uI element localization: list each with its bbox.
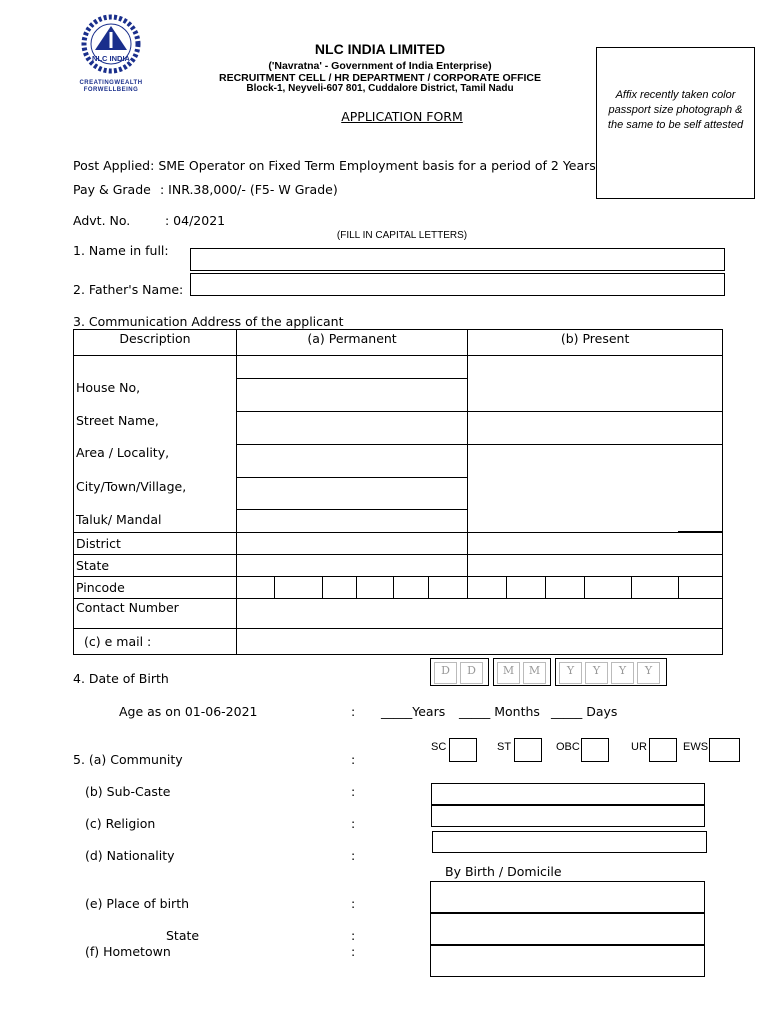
- by-birth-label: By Birth / Domicile: [445, 864, 562, 879]
- org-name: NLC INDIA LIMITED: [314, 41, 446, 57]
- option-sc-checkbox[interactable]: [449, 738, 477, 762]
- pincode-box[interactable]: [679, 577, 723, 599]
- photo-box-text: Affix recently taken color passport size photograph & the same to be self attested: [607, 89, 744, 131]
- hometown-colon: :: [351, 944, 356, 959]
- state-colon: :: [351, 928, 356, 943]
- logo-tagline-1: CREATINGWEALTH: [79, 80, 143, 86]
- pincode-box[interactable]: [237, 577, 275, 599]
- logo-name: NLC INDIA: [92, 54, 130, 63]
- community-colon: :: [351, 752, 356, 767]
- pincode-box[interactable]: [468, 577, 507, 599]
- age-months: _____ Months: [459, 704, 540, 719]
- permanent-address-cells[interactable]: [237, 356, 468, 533]
- address-label: 3. Communication Address of the applicant: [73, 314, 344, 329]
- nationality-label: (d) Nationality: [85, 848, 175, 863]
- row-pincode: Pincode: [74, 577, 237, 599]
- place-of-birth-colon: :: [351, 896, 356, 911]
- org-dept: RECRUITMENT CELL / HR DEPARTMENT / CORPORATE OFFICE: [219, 72, 541, 84]
- pincode-box[interactable]: [507, 577, 546, 599]
- permanent-state-input[interactable]: [237, 555, 468, 577]
- religion-label: (c) Religion: [85, 816, 156, 831]
- row-contact-number: Contact Number: [74, 599, 237, 629]
- pincode-box[interactable]: [429, 577, 468, 599]
- header-permanent: (a) Permanent: [237, 330, 468, 356]
- dob-placeholder: M: [523, 662, 546, 684]
- sub-caste-colon: :: [351, 784, 356, 799]
- photo-box: [596, 47, 755, 199]
- option-ews-label: EWS: [683, 741, 709, 753]
- age-label: Age as on 01-06-2021: [119, 704, 258, 719]
- row-street-name: Street Name,: [76, 413, 159, 428]
- pincode-box[interactable]: [585, 577, 632, 599]
- advt-label: Advt. No.: [73, 213, 131, 228]
- pincode-box[interactable]: [394, 577, 429, 599]
- dob-placeholder: Y: [637, 662, 660, 684]
- religion-input[interactable]: [431, 805, 705, 827]
- place-of-birth-label: (e) Place of birth: [85, 896, 190, 911]
- row-email: (c) e mail :: [74, 629, 237, 655]
- community-label: 5. (a) Community: [73, 752, 183, 767]
- hometown-input[interactable]: [430, 945, 705, 977]
- row-district: District: [74, 533, 237, 555]
- pincode-box[interactable]: [546, 577, 585, 599]
- sub-caste-input[interactable]: [431, 783, 705, 805]
- email-input[interactable]: [237, 629, 723, 655]
- dob-month-box[interactable]: [493, 658, 551, 686]
- dob-placeholder: D: [460, 662, 483, 684]
- pincode-box[interactable]: [323, 577, 357, 599]
- pay-value: : INR.38,000/- (F5- W Grade): [160, 182, 338, 197]
- name-input[interactable]: [190, 248, 725, 271]
- nationality-colon: :: [351, 848, 356, 863]
- row-taluk: Taluk/ Mandal: [76, 512, 162, 527]
- address-table: [73, 329, 723, 655]
- dob-placeholder: Y: [585, 662, 608, 684]
- row-house-no: House No,: [76, 380, 141, 395]
- row-area-locality: Area / Locality,: [76, 445, 170, 460]
- option-obc-label: OBC: [556, 741, 580, 753]
- dob-placeholder: M: [497, 662, 520, 684]
- age-days: _____ Days: [551, 704, 618, 719]
- post-label: Post Applied:: [73, 158, 155, 173]
- present-district-input[interactable]: [468, 533, 723, 555]
- father-name-input[interactable]: [190, 273, 725, 296]
- address-row-labels: [74, 356, 237, 533]
- contact-number-input[interactable]: [237, 599, 723, 629]
- option-ur-checkbox[interactable]: [649, 738, 677, 762]
- name-label: 1. Name in full:: [73, 243, 169, 258]
- dob-label: 4. Date of Birth: [73, 671, 169, 686]
- option-ews-checkbox[interactable]: [709, 738, 740, 762]
- post-applied: [73, 158, 596, 173]
- form-title: APPLICATION FORM: [341, 109, 463, 124]
- post-value: SME Operator on Fixed Term Employment basis for a period of 2 Years: [158, 158, 596, 173]
- org-subtitle: ('Navratna' - Government of India Enterprise): [268, 60, 492, 72]
- fill-note: (FILL IN CAPITAL LETTERS): [336, 230, 468, 241]
- dob-day-box[interactable]: [430, 658, 489, 686]
- row-city: City/Town/Village,: [76, 479, 187, 494]
- logo-tagline-2: FORWELLBEING: [83, 87, 139, 93]
- row-state: State: [74, 555, 237, 577]
- place-of-birth-input[interactable]: [430, 881, 705, 913]
- dob-placeholder: Y: [611, 662, 634, 684]
- religion-colon: :: [351, 816, 356, 831]
- option-obc-checkbox[interactable]: [581, 738, 609, 762]
- option-st-checkbox[interactable]: [514, 738, 542, 762]
- present-address-cells[interactable]: [468, 356, 723, 533]
- nlc-logo: [70, 14, 152, 94]
- pincode-box[interactable]: [275, 577, 323, 599]
- state-of-birth-input[interactable]: [430, 913, 705, 945]
- father-label: 2. Father's Name:: [73, 282, 184, 297]
- permanent-district-input[interactable]: [237, 533, 468, 555]
- dob-year-box[interactable]: [555, 658, 667, 686]
- header-present: (b) Present: [468, 330, 723, 356]
- present-state-input[interactable]: [468, 555, 723, 577]
- option-ur-label: UR: [631, 741, 647, 753]
- option-st-label: ST: [497, 741, 512, 753]
- dob-placeholder: D: [434, 662, 457, 684]
- option-sc-label: SC: [431, 741, 447, 753]
- org-address: Block-1, Neyveli-607 801, Cuddalore District, Tamil Nadu: [246, 83, 514, 94]
- state-label: State: [166, 928, 200, 943]
- header-description: Description: [74, 330, 237, 356]
- dob-placeholder: Y: [559, 662, 582, 684]
- pay-label: Pay & Grade: [73, 182, 151, 197]
- age-years: _____Years: [381, 704, 446, 719]
- hometown-label: (f) Hometown: [85, 944, 171, 959]
- age-colon: :: [351, 704, 356, 719]
- nationality-input[interactable]: [432, 831, 707, 853]
- advt-value: : 04/2021: [165, 213, 226, 228]
- sub-caste-label: (b) Sub-Caste: [85, 784, 171, 799]
- pincode-box[interactable]: [632, 577, 679, 599]
- pincode-box[interactable]: [357, 577, 394, 599]
